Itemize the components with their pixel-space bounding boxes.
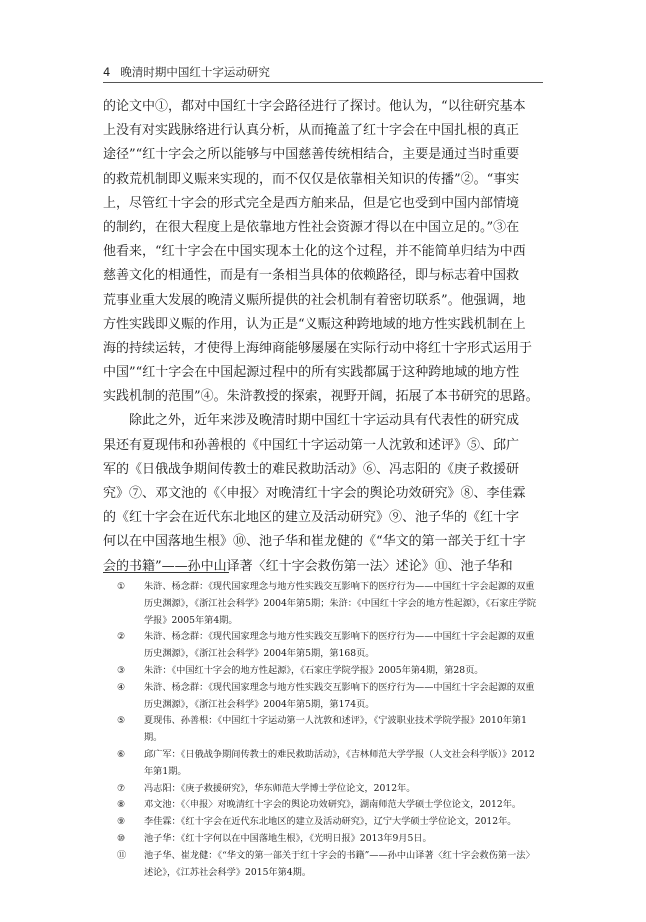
footnote-rule xyxy=(103,572,229,573)
footnote xyxy=(117,831,543,848)
running-title: 晚清时期中国红十字运动研究 xyxy=(120,65,270,79)
body-line: 究》⑦、邓文池的《〈申报〉对晚清红十字会的舆论功效研究》⑧、李佳霖 xyxy=(103,486,526,501)
body-line: 荒事业重大发展的晚清义赈所提供的社会机制有着密切联系”。他强调，地 xyxy=(103,292,526,308)
footnote-mark: ⑨ xyxy=(117,816,126,828)
footnote-text: 冯志阳：《庚子救援研究》，华东师范大学博士学位论文，2012年。 xyxy=(144,782,416,794)
header-rule xyxy=(103,82,543,83)
footnote-text: 朱浒、杨念群：《现代国家理念与地方性实践交互影响下的医疗行为——中国红十字会起源的双重历史渊源》，《浙江社会科学》2004年第5期，第174页。 xyxy=(144,681,535,710)
footnote xyxy=(117,747,543,781)
footnote-text: 朱浒、杨念群：《现代国家理念与地方性实践交互影响下的医疗行为——中国红十字会起源的双重历史渊源》，《浙江社会科学》2004年第5期；朱浒：《中国红十字会的地方性起源》，《石家庄学院学报》2005年第4期。 xyxy=(144,581,537,626)
body-line: 的《红十字会在近代东北地区的建立及活动研究》⑨、池子华的《红十字 xyxy=(103,510,520,526)
body-line: 方性实践即义赈的作用，认为正是“义赈这种跨地域的地方性实践机制在上 xyxy=(103,316,526,332)
body-line: 果还有夏现伟和孙善根的《中国红十字运动第一人沈敦和述评》⑤、邱广 xyxy=(103,437,520,453)
footnote-mark: ④ xyxy=(117,681,126,693)
footnotes xyxy=(117,579,543,881)
body-line: 上没有对实践脉络进行认真分析，从而掩盖了红十字会在中国扎根的真正 xyxy=(103,123,520,139)
footnote-mark: ⑦ xyxy=(117,782,126,794)
footnote xyxy=(117,814,543,831)
body-line: 慈善文化的相通性，而是有一条相当具体的依赖路径，即与标志着中国救 xyxy=(103,268,520,284)
footnote-mark: ① xyxy=(117,581,126,592)
footnote-text: 李佳霖：《红十字会在近代东北地区的建立及活动研究》，辽宁大学硕士学位论文，2012年。 xyxy=(144,816,517,828)
page-number: 4 xyxy=(103,65,111,79)
footnote xyxy=(117,797,543,814)
body-text xyxy=(103,95,543,579)
footnote xyxy=(117,680,543,714)
footnote-mark: ③ xyxy=(117,664,126,676)
footnote xyxy=(117,848,543,882)
body-line: 的论文中①，都对中国红十字会路径进行了探讨。他认为，“以往研究基本 xyxy=(103,99,526,114)
body-line: 途径”“红十字会之所以能够与中国慈善传统相结合，主要是通过当时重要 xyxy=(103,147,520,163)
body-line: 的制约，在很大程度上是依靠地方性社会资源才得以在中国立足的。”③在 xyxy=(103,219,520,235)
footnote-text: 邱广军：《日俄战争期间传教士的难民救助活动》，《吉林师范大学学报（人文社会科学版）》2012年第1期。 xyxy=(144,748,535,777)
footnote-text: 池子华：《红十字何以在中国落地生根》，《光明日报》2013年9月5日。 xyxy=(144,832,432,844)
running-header xyxy=(103,64,270,80)
footnote-text: 邓文池：《〈申报〉对晚清红十字会的舆论功效研究》，湖南师范大学硕士学位论文，2012年。 xyxy=(144,799,522,811)
footnote-mark: ⑪ xyxy=(117,849,127,861)
footnote xyxy=(117,713,543,747)
footnote-mark: ⑧ xyxy=(117,799,126,811)
body-line: 实践机制的范围”④。朱浒教授的探索，视野开阔，拓展了本书研究的思路。 xyxy=(103,389,539,405)
body-line: 会的书籍”——孙中山译著〈红十字会救伤第一法〉述论》⑪、池子华和 xyxy=(103,558,513,574)
footnote-mark: ⑤ xyxy=(117,715,126,727)
footnote xyxy=(117,781,543,798)
body-line: 海的持续运转，才使得上海绅商能够屡屡在实际行动中将红十字形式运用于 xyxy=(103,340,533,356)
footnote xyxy=(117,629,543,663)
footnote-text: 夏现伟、孙善根：《中国红十字运动第一人沈敦和述评》，《宁波职业技术学院学报》2010年第1期。 xyxy=(144,715,527,744)
footnote-text: 池子华、崔龙健：《“华文的第一部关于红十字会的书籍”——孙中山译著〈红十字会救伤第一法〉述论》，《江苏社会科学》2015年第4期。 xyxy=(144,849,535,878)
footnote xyxy=(117,663,543,680)
body-line: 的救荒机制即义赈来实现的，而不仅仅是依靠相关知识的传播”②。“事实 xyxy=(103,171,520,187)
body-line: 何以在中国落地生根》⑩、池子华和崔龙健的《“华文的第一部关于红十字 xyxy=(103,534,526,550)
footnote-mark: ⑥ xyxy=(117,748,126,760)
body-line: 上，尽管红十字会的形式完全是西方舶来品，但是它也受到中国内部情境 xyxy=(103,195,520,211)
footnote-mark: ② xyxy=(117,631,126,643)
body-line: 他看来，“红十字会在中国实现本土化的这个过程，并不能简单归结为中西 xyxy=(103,244,526,260)
footnote-text: 朱浒、杨念群：《现代国家理念与地方性实践交互影响下的医疗行为——中国红十字会起源的双重历史渊源》，《浙江社会科学》2004年第5期，第168页。 xyxy=(144,631,535,660)
footnote-text: 朱浒：《中国红十字会的地方性起源》，《石家庄学院学报》2005年第4期，第28页。 xyxy=(144,664,484,676)
body-line: 中国”“红十字会在中国起源过程中的所有实践都属于这种跨地域的地方性 xyxy=(103,365,520,381)
body-line: 除此之外，近年来涉及晚清时期中国红十字运动具有代表性的研究成 xyxy=(129,413,520,429)
body-line: 军的《日俄战争期间传教士的难民救助活动》⑥、冯志阳的《庚子救援研 xyxy=(103,461,520,477)
footnote-mark: ⑩ xyxy=(117,832,126,844)
footnote xyxy=(117,579,543,629)
